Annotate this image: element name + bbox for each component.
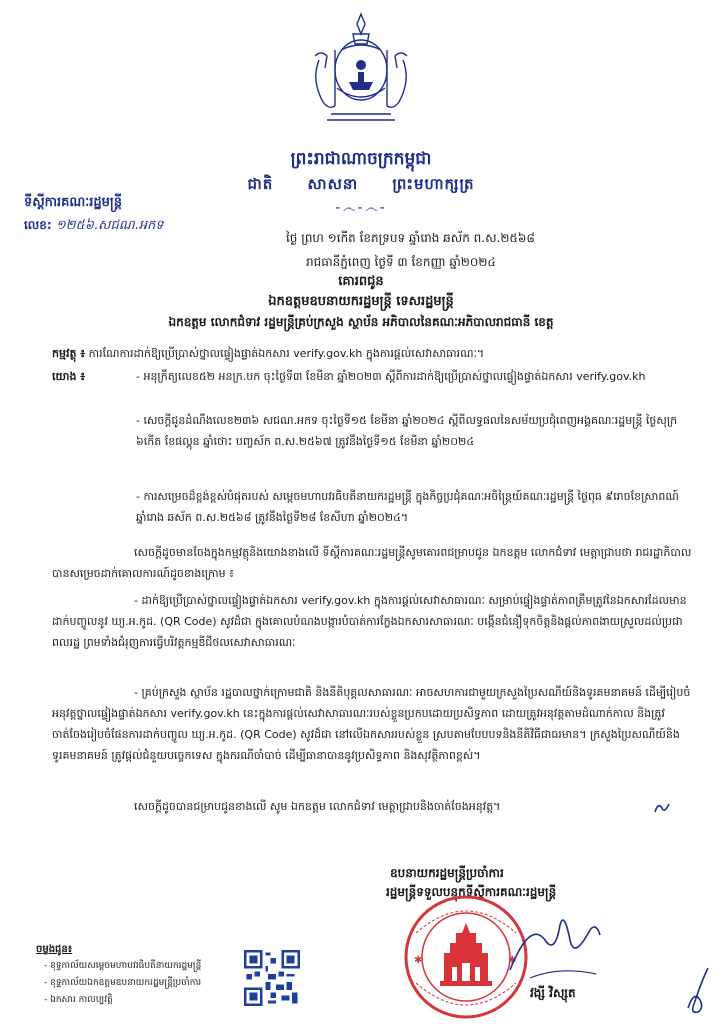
motto-religion: សាសនា: [307, 175, 359, 193]
reference-number-value: ១២៥៦.សជណ.អកទ: [55, 218, 164, 233]
reference-label: [52, 366, 132, 387]
subject-label: កម្មវត្ថុ ៖: [52, 347, 86, 360]
qr-code-icon[interactable]: [244, 950, 300, 1006]
pen-mark: [680, 960, 714, 1016]
body-closing: សេចក្តីដូចបានជម្រាបជូនខាងលើ សូម ឯកឧត្តម លោកជំទាវ មេត្តាជ្រាបនិងចាត់ចែងអនុវត្ត។: [134, 800, 501, 813]
reference-number-label: លេខ:: [24, 218, 52, 232]
reference-item-1: - អនុក្រឹត្យលេខ៥២ អនក្រ.បក ចុះថ្ងៃទី៣ ខែមីនា ឆ្នាំ២០២៣ ស្តីពីការដាក់ឱ្យប្រើប្រាស់ថ្នាលផ្ទៀងផ្ទាត់ឯកសារ verify.gov.kh: [136, 370, 646, 383]
solar-date: រាជធានីភ្នំពេញ ថ្ងៃទី ៣ ខែកញ្ញា ឆ្នាំ២០២៤: [306, 255, 496, 269]
subject-text: ការណែការដាក់ឱ្យប្រើប្រាស់ថ្នាលផ្ទៀងផ្ទាត់ឯកសារ verify.gov.kh ក្នុងការផ្តល់សេវាសាធារណៈ។: [88, 347, 485, 360]
motto-nation: ជាតិ: [247, 175, 274, 193]
signer-name: វង្សី វិស្សុត: [530, 986, 576, 1000]
body-point-2: - គ្រប់ក្រសួង ស្ថាប័ន រដ្ឋបាលថ្នាក់ក្រោមជាតិ និងនីតិបុគ្គលសាធារណៈ អាចសហការជាមួយក្រសួងប្រៃសណីយ៍និងទូរគមនាគមន៍ ដើម្បីរៀបចំអនុវត្តថ្នាលផ្ទៀងផ្ទាត់ឯកសារ verify.gov.kh នេះក្នុងការផ្តល់សេវាសាធារណៈរបស់ខ្លួនប្រកបដោយប្រសិទ្ធភាព ដោយត្រូវអនុវត្តតាមដំណាក់កាល និងត្រូវចាត់ចែងរៀបចំផែនការដាក់បញ្ចូល ឃ្យ.អ.កូដ. (QR Code) សូវដ៏ជា នៅលើឯកសាររបស់ខ្លួន ស្របតាមបែបបទនិងនីតិវិធីជាធរមាន។ ក្រសួងប្រៃសណីយ៍និងទូរគមនាគមន៍ ត្រូវផ្តល់ជំនួយបច្ចេកទេស ក្នុងករណីចាំបាច់ ដើម្បីធានាបាននូវប្រសិទ្ធភាព និងសុវត្ថិភាពខ្ពស់។: [52, 686, 691, 762]
reference-label-text: យោង ៖: [52, 370, 86, 383]
cc-item-1: - ខុទ្ទកាល័យសម្តេចមហាបវរធិបតីនាយករដ្ឋមន្ត្រី: [44, 961, 202, 971]
cc-item-3: - ឯកសារ កាលប្បវត្តិ: [44, 995, 113, 1005]
recipient-label: គោរពជូន: [338, 274, 384, 289]
royal-emblem: [301, 10, 421, 128]
header-ornament: -෴-෴-: [335, 200, 387, 216]
handwritten-initial: [652, 800, 672, 816]
recipient-line-1: ឯកឧត្តមឧបនាយករដ្ឋមន្ត្រី ទេសរដ្ឋមន្ត្រី: [268, 294, 454, 309]
reference-number: [24, 217, 163, 236]
signer-subtitle: រដ្ឋមន្ត្រីទទួលបន្ទុកទីស្តីការគណៈរដ្ឋមន្ត្រី: [386, 885, 557, 899]
svg-text:✱: ✱: [508, 955, 517, 966]
kingdom-title: ព្រះរាជាណាចក្រកម្ពុជា: [290, 149, 432, 169]
handwritten-signature: [500, 900, 610, 990]
recipient-line-2: ឯកឧត្តម លោកជំទាវ រដ្ឋមន្ត្រីគ្រប់ក្រសួង ស្ថាប័ន អភិបាលនៃគណៈអភិបាលរាជធានី ខេត្ត: [168, 315, 554, 329]
motto-king: ព្រះមហាក្សត្រ: [392, 175, 475, 193]
body-intro: សេចក្តីដូចមានចែងក្នុងកម្មវត្ថុនិងយោងខាងលើ ទីស្តីការគណៈរដ្ឋមន្ត្រីសូមគោរពជម្រាបជូន ឯកឧត្តម លោកជំទាវ មេត្តាជ្រាបថា រាជរដ្ឋាភិបាលបានសម្រេចដាក់គោលការណ៍ដូចខាងក្រោម ៖: [52, 546, 692, 580]
cc-item-2: - ខុទ្ទកាល័យឯកឧត្តមឧបនាយករដ្ឋមន្ត្រីប្រចាំការ: [44, 978, 202, 988]
reference-item-3: - ការសម្រេចដ៏ខ្ពង់ខ្ពស់បំផុតរបស់ សម្តេចមហាបវរធិបតីនាយករដ្ឋមន្ត្រី ក្នុងកិច្ចប្រជុំគណៈអចិន្ត្រៃយ៍គណៈរដ្ឋមន្ត្រី ថ្ងៃពុធ ៩រោចខែស្រាពណ៍ ឆ្នាំរោង ឆស័ក ព.ស.២៥៦៨ ត្រូវនឹងថ្ងៃទី២៨ ខែសីហា ឆ្នាំ២០២៤។: [136, 490, 679, 524]
office-name: ទីស្តីការគណៈរដ្ឋមន្ត្រី: [24, 195, 122, 210]
signer-title: ឧបនាយករដ្ឋមន្ត្រីប្រចាំការ: [390, 866, 504, 880]
cc-title: ចម្លងជូន៖: [36, 944, 73, 955]
svg-text:✱: ✱: [414, 955, 423, 966]
lunar-date: ថ្ងៃ ព្រហ ១កើត ខែភទ្របទ ឆ្នាំរោង ឆស័ក ព.ស.២៥៦៨: [286, 231, 535, 245]
body-point-1: - ដាក់ឱ្យប្រើប្រាស់ថ្នាលផ្ទៀងផ្ទាត់ឯកសារ verify.gov.kh ក្នុងការផ្តល់សេវាសាធារណៈ សម្រាប់ផ្ទៀងផ្ទាត់ភាពត្រឹមត្រូវនៃឯកសារដែលមានដាក់បញ្ចូលនូវ ឃ្យ.អ.កូដ. (QR Code) សូវដ៏ជា ក្នុងគោលបំណងបង្ការបំបាត់ការក្លែងឯកសារសាធារណៈ បង្កើនជំនឿទុកចិត្តនិងផ្តល់ភាពងាយស្រួលដល់ប្រជាពលរដ្ឋ ព្រមទាំងជំរុញការធ្វើបរិវត្តកម្មឌីជីថលសេវាសាធារណៈ: [52, 594, 687, 649]
reference-item-2: - សេចក្តីជូនដំណឹងលេខ២៣៦ សជណ.អកទ ចុះថ្ងៃទី១៥ ខែមីនា ឆ្នាំ២០២៤ ស្តីពីលទ្ធផលនៃសម័យប្រជុំពេញអង្គគណៈរដ្ឋមន្ត្រី ថ្ងៃសុក្រ ៦កើត ខែផល្គុន ឆ្នាំថោះ បញ្ចស័ក ព.ស.២៥៦៧ ត្រូវនឹងថ្ងៃទី១៥ ខែមីនា ឆ្នាំ២០២៤: [136, 414, 678, 448]
subject-row: [52, 343, 692, 364]
